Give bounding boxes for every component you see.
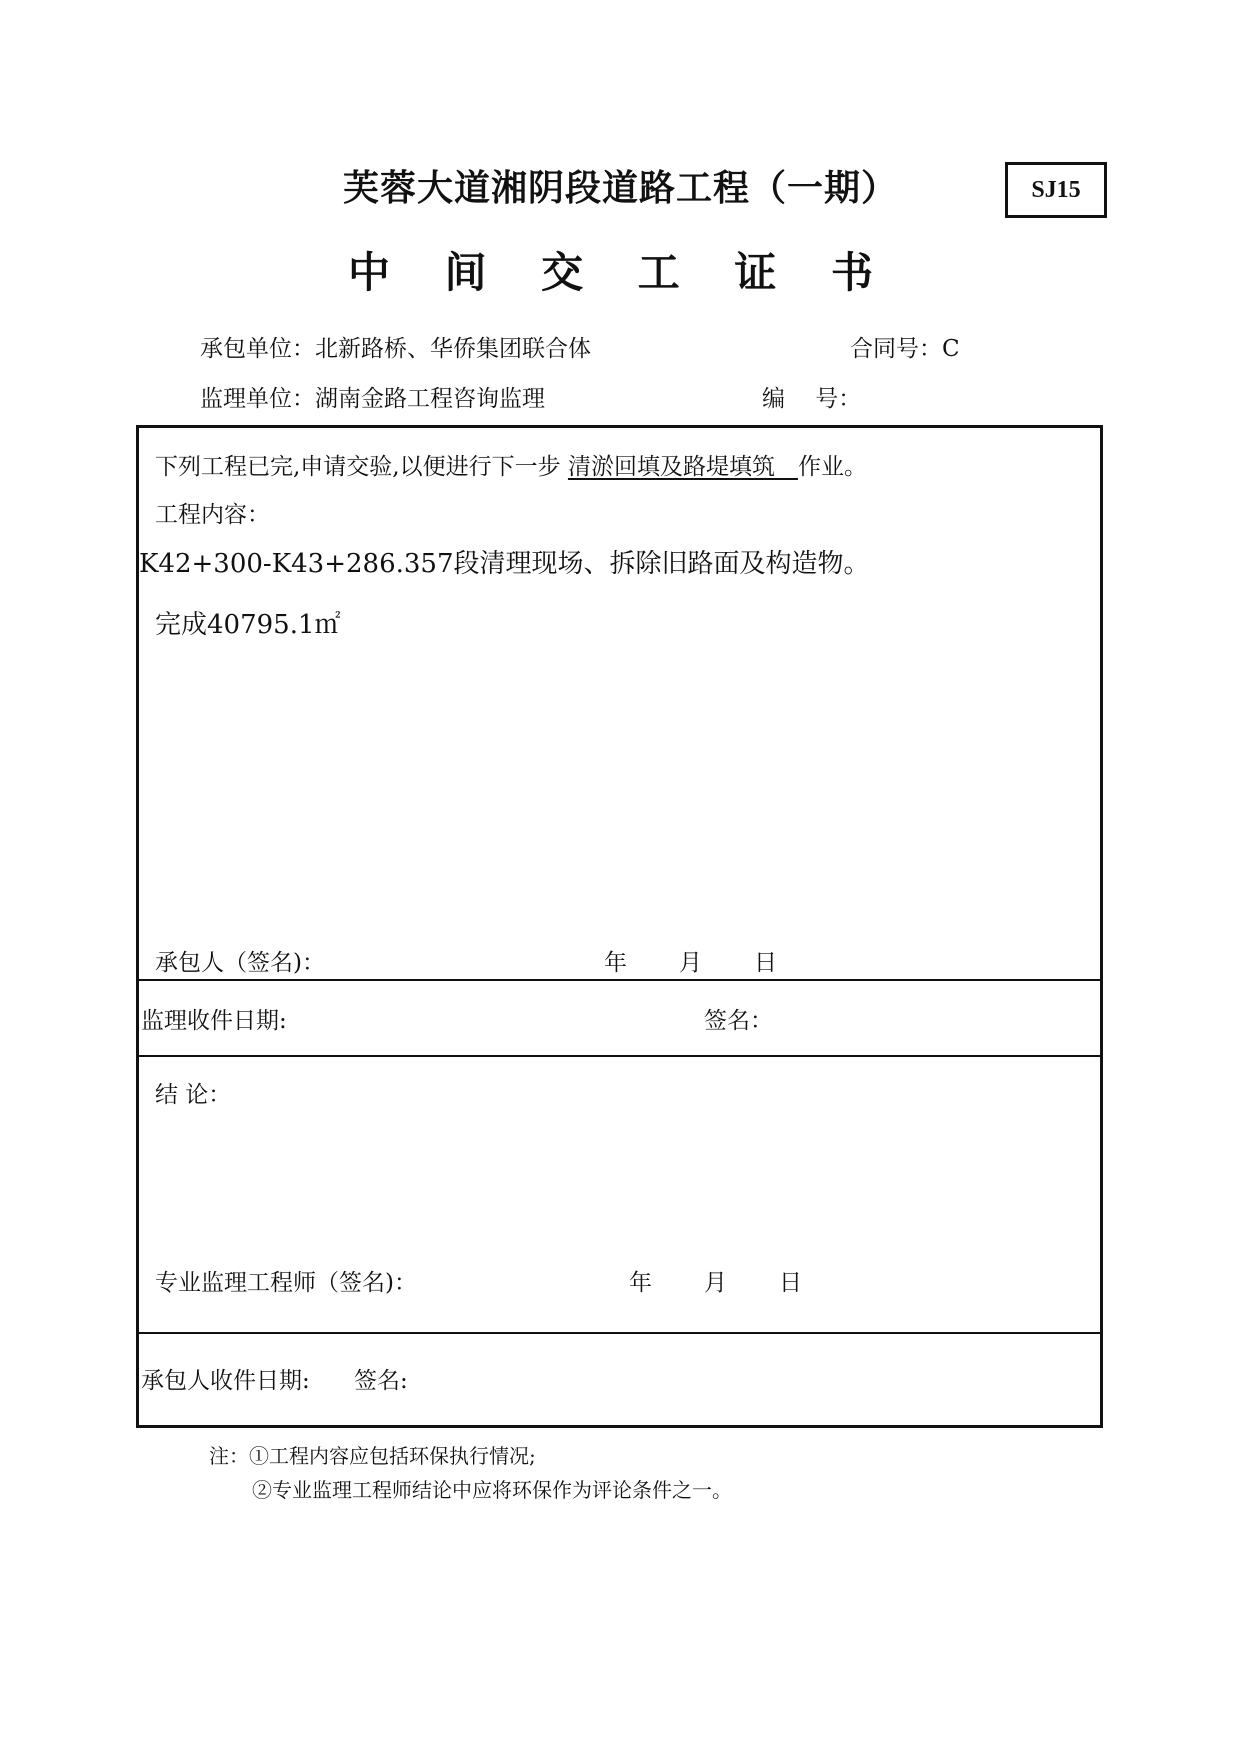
contractor-label: 承包单位： [200, 336, 315, 362]
sign-year-1: 年 [604, 950, 627, 976]
contractor-signature-label: 承包人（签名)： [155, 950, 325, 976]
supervisor-receive-date-label: 监理收件日期: [141, 1008, 287, 1034]
request-line [155, 448, 867, 481]
content-line-1: K42+300-K43+286.357段清理现场、拆除旧路面及构造物。 [139, 549, 870, 579]
project-title: 芙蓉大道湘阴段道路工程（一期） [342, 167, 898, 209]
contract-no-line [850, 330, 960, 363]
supervisor-value: 湖南金路工程咨询监理 [315, 386, 545, 412]
divider-2 [139, 1055, 1100, 1057]
supervisor-label: 监理单位： [200, 386, 315, 412]
divider-3 [139, 1332, 1100, 1334]
serial-no-label: 编 号： [762, 386, 862, 412]
request-suffix: 作业。 [797, 454, 867, 480]
request-prefix: 下列工程已完,申请交验,以便进行下一步 [155, 454, 561, 480]
content-line-2: 完成40795.1㎡ [155, 610, 341, 640]
content-label: 工程内容： [155, 502, 270, 528]
sign-month-2: 月 [704, 1270, 727, 1296]
sign-year-2: 年 [629, 1270, 652, 1296]
contractor-value: 北新路桥、华侨集团联合体 [315, 336, 591, 362]
document-title: 中 间 交 工 证 书 [347, 248, 894, 297]
divider-1 [139, 979, 1100, 981]
contractor-receive-date-label: 承包人收件日期: [141, 1368, 310, 1394]
sign-day-2: 日 [779, 1270, 802, 1296]
supervisor-sign-label: 签名： [704, 1008, 773, 1034]
note-1: 注：①工程内容应包括环保执行情况; [209, 1444, 536, 1468]
next-step-value: 清淤回填及路堤填筑 [567, 454, 798, 480]
supervisor-line [200, 380, 545, 413]
contract-no-value: C [942, 336, 960, 362]
form-code-box: SJ15 [1005, 162, 1107, 218]
conclusion-label: 结 论： [155, 1082, 232, 1108]
engineer-signature-label: 专业监理工程师（签名)： [155, 1270, 417, 1296]
certificate-form [136, 425, 1103, 1428]
contractor-line [200, 330, 591, 363]
contractor-receive-sign-label: 签名: [354, 1368, 408, 1394]
note-2: ②专业监理工程师结论中应将环保作为评论条件之一。 [252, 1478, 732, 1502]
contract-no-label: 合同号： [850, 336, 942, 362]
sign-day-1: 日 [754, 950, 777, 976]
sign-month-1: 月 [679, 950, 702, 976]
